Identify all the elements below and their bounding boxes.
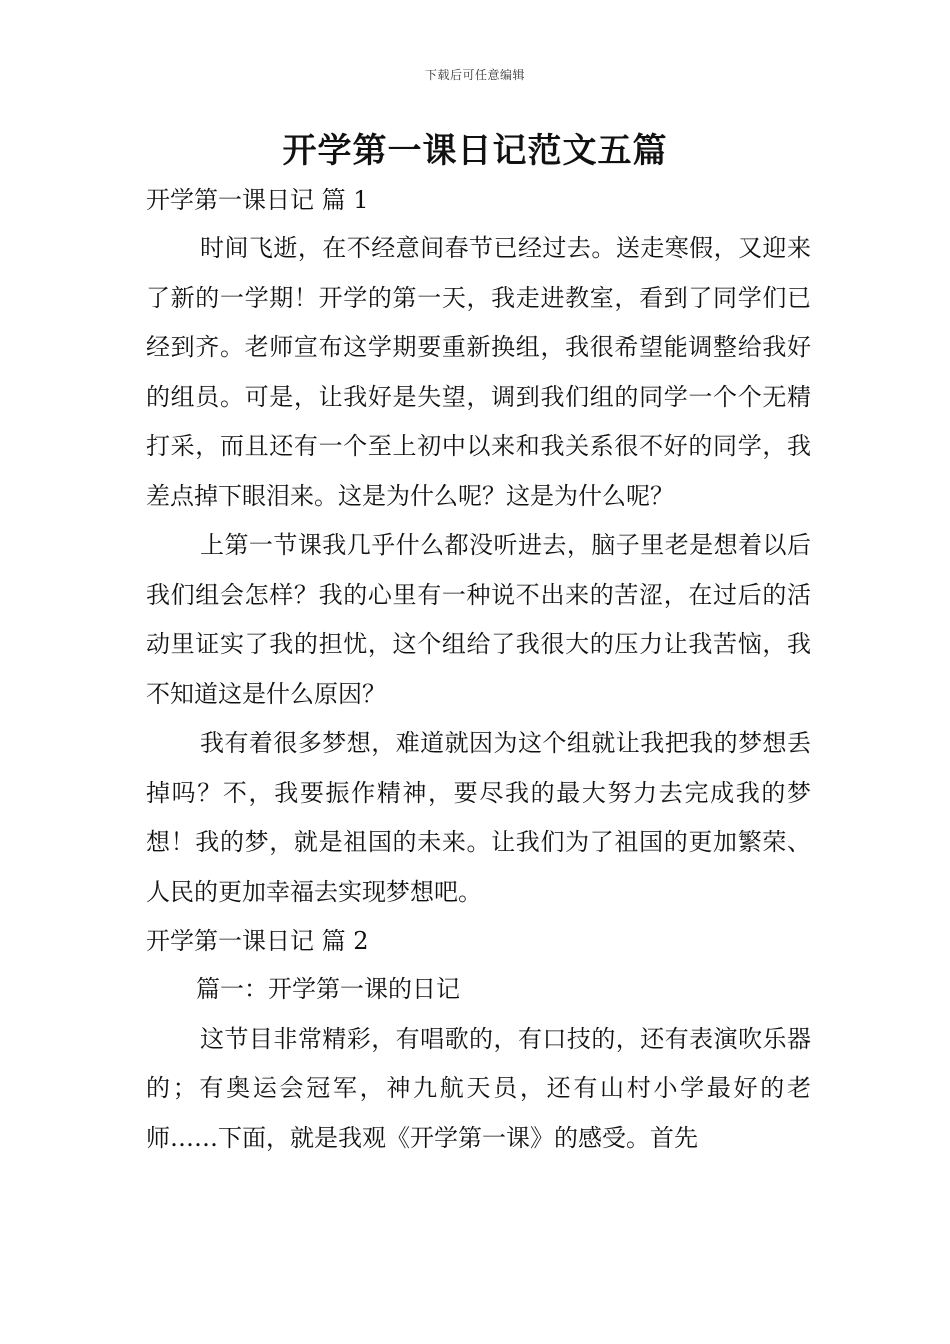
document-title: 开学第一课日记范文五篇 [282,131,668,171]
section-heading-2: 开学第一课日记 篇 2 [146,927,369,955]
section-heading-1: 开学第一课日记 篇 1 [146,186,369,214]
paragraph: 我有着很多梦想，难道就因为这个组就让我把我的梦想丢掉吗？不，我要振作精神，要尽我的最大努力去完成我的梦想！我的梦，就是祖国的未来。让我们为了祖国的更加繁荣、人民的更加幸福去实现梦想吧。 [146,729,811,906]
paragraph: 上第一节课我几乎什么都没听进去，脑子里老是想着以后我们组会怎样？我的心里有一种说不出来的苦涩，在过后的活动里证实了我的担忧，这个组给了我很大的压力让我苦恼，我不知道这是什么原因？ [146,531,811,708]
header-note: 下载后可任意编辑 [424,68,525,82]
document-body [146,176,811,1163]
paragraph: 时间飞逝，在不经意间春节已经过去。送走寒假，又迎来了新的一学期！开学的第一天，我走进教室，看到了同学们已经到齐。老师宣布这学期要重新换组，我很希望能调整给我好的组员。可是，让我好是失望，调到我们组的同学一个个无精打采，而且还有一个至上初中以来和我关系很不好的同学，我差点掉下眼泪来。这是为什么呢？这是为什么呢？ [146,234,811,510]
section-subheading: 篇一：开学第一课的日记 [196,975,460,1003]
paragraph: 这节目非常精彩，有唱歌的，有口技的，还有表演吹乐器的；有奥运会冠军，神九航天员，还有山村小学最好的老师……下面，就是我观《开学第一课》的感受。首先 [146,1024,811,1152]
